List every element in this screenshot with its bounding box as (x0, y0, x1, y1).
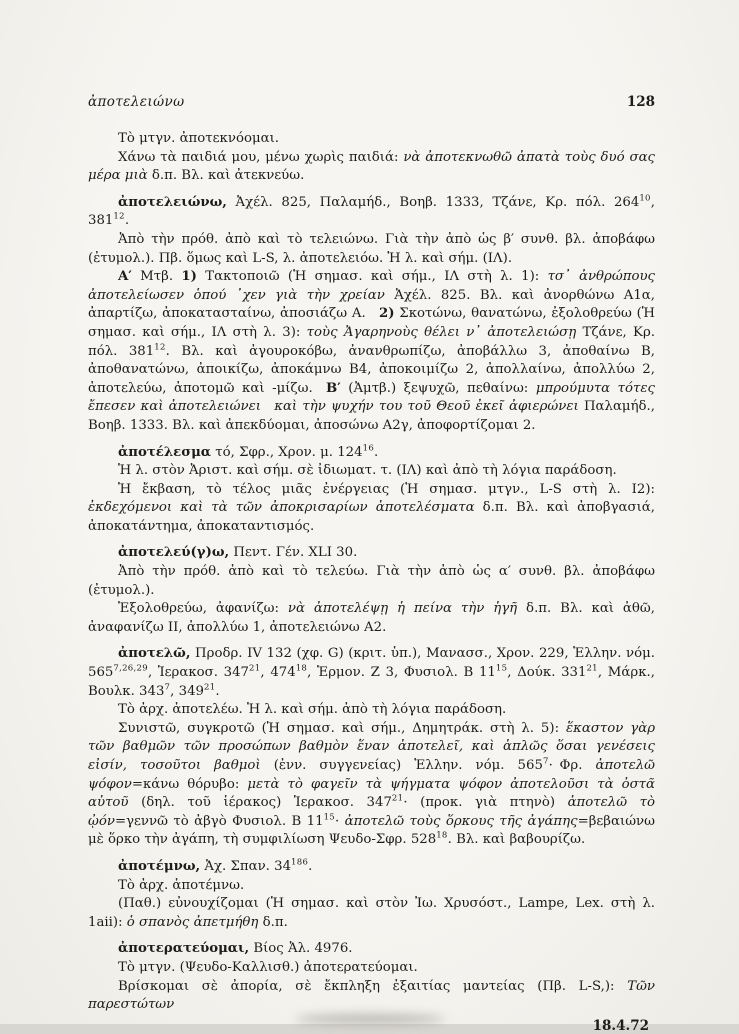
text-segment: , 349 (170, 683, 204, 699)
headword: ἀποτελειώνω, (118, 194, 227, 210)
reference-superscript: 186 (291, 857, 309, 868)
date-stamp: 18.4.72 (592, 1017, 649, 1034)
sense-paragraph (88, 895, 655, 932)
text-segment: . (308, 858, 313, 874)
headword: 1) (181, 269, 197, 285)
quotation-segment: ὁ σπανὸς ἀπετμήθη (126, 914, 259, 930)
text-segment: =βεβαιώνω μὲ ὅρκο τὴν ἀγάπη, τὴ συμφιλίωση Ψευδο-Σφρ. 528 (88, 813, 655, 848)
entry-apoteleiono (88, 194, 655, 231)
reference-superscript: 21 (586, 663, 598, 674)
text-segment: Τὸ ἀρχ. ἀποτέμνω. (118, 877, 245, 893)
sense-paragraph (88, 978, 655, 1015)
text-segment: δ.π. Βλ. καὶ ἀτεκνεύω. (147, 168, 305, 184)
text-segment: , 381 (88, 194, 655, 229)
sense-paragraph (88, 600, 655, 637)
headword: ἀποτερατεύομαι, (118, 941, 250, 957)
sense-paragraph (88, 720, 655, 850)
quotation-segment: Τῶν παρεστώτων (88, 978, 655, 1013)
text-segment: , Μάρκ., Βουλκ. 343 (88, 665, 655, 699)
quotation-segment: νὰ ἀποτεκνωθῶ ἀπατὰ τοὺς δυό σας μέρα μιὰ (88, 149, 655, 184)
text-segment: Ἡ ἔκβαση, τὸ τέλος μιᾶς ἐνέργειας (Ἡ σημασ. μτγν., L-S στὴ λ. Ι2): (118, 481, 655, 497)
headword: ἀποτέλεσμα (118, 444, 212, 460)
reference-superscript: 21 (204, 682, 216, 693)
quotation-segment: νὰ ἀποτελέψῃ ἡ πείνα τὴν ἡγῆ (287, 601, 518, 617)
reference-superscript: 7 (164, 682, 171, 693)
note-paragraph (88, 130, 655, 149)
reference-superscript: 10 (639, 193, 651, 204)
headword: ἀποτέμνω, (118, 858, 201, 874)
text-segment: δ.π. (258, 914, 288, 930)
senses-paragraph (88, 268, 655, 435)
text-segment: Τὸ ἀρχ. ἀποτελέω. Ἡ λ. καὶ σήμ. ἀπὸ τὴ λόγια παράδοση. (118, 702, 507, 718)
text-segment: , Δούκ. 331 (507, 665, 587, 681)
text-segment: Ἡ λ. στὸν Ἀριστ. καὶ σήμ. σὲ ἰδιωματ. τ. (ΙΛ) καὶ ἀπὸ τὴ λόγια παράδοση. (118, 463, 617, 479)
text-segment: τό, Σφρ., Χρον. μ. 124 (211, 444, 363, 460)
text-segment: , 474 (260, 665, 296, 681)
text-segment: , Ἑρμον. Ζ 3, Φυσιολ. Β 11 (307, 665, 496, 681)
text-segment: Ἀχ. Σπαν. 34 (200, 858, 292, 874)
reference-superscript: 7,26,29 (113, 663, 148, 674)
text-segment: Πεντ. Γέν. XLI 30. (229, 545, 358, 561)
text-segment: · (προκ. γιὰ πτηνὸ) (403, 795, 568, 811)
note-paragraph (88, 877, 655, 896)
entry-apotelesma (88, 444, 655, 463)
headword: 2) (378, 306, 395, 322)
text-segment: Ἐξολοθρεύω, ἀφανίζω: (118, 601, 288, 617)
text-segment: Χάνω τὰ παιδιά μου, μένω χωρὶς παιδιά: (118, 149, 404, 165)
page-body (88, 130, 655, 1015)
entry-apotemno (88, 858, 655, 877)
text-segment: =γεννῶ τὸ ἀβγὸ Φυσιολ. Β 11 (114, 813, 324, 829)
text-segment: δ.π. Βλ. καὶ ἀποβγασιά, ἀποκατάντημα, ἀποκαταντισμός. (88, 500, 655, 534)
text-segment: Ἀχέλ. 825, Παλαμήδ., Βοηβ. 1333, Τζάνε, Κρ. πόλ. 264 (226, 194, 640, 210)
reference-superscript: 18 (436, 830, 448, 841)
text-segment: . (374, 444, 379, 460)
entry-apoterateuomai (88, 940, 655, 959)
text-segment: Σκοτώνω, θανατώνω, ἐξολοθρεύω (Ἡ σημασ. καὶ σήμ., ΙΛ στὴ λ. 3): (88, 306, 655, 340)
quotation-segment: ἕκαστον γὰρ τῶν βαθμῶν τῶν προσώπων βαθμὸν ἕναν ἀποτελεῖ, καὶ ἁπλῶς ὅσαι γενέσεις εἰσίν, τοσοῦτοι βαθμοὶ (88, 720, 656, 773)
quotation-segment: τσ᾽ ἀνθρώπους ἀποτελείωσεν ὁπού ᾽χεν γιὰ τὴν χρείαν (88, 269, 655, 303)
text-segment: . Βλ. καὶ βαβουρίζω. (447, 832, 586, 848)
quotation-segment: ἀποτελῶ τοὺς ὅρκους τῆς ἀγάπης (344, 813, 578, 829)
text-segment: (ἐνν. συγγενείας) Ἑλλην. νόμ. 565 (260, 758, 543, 773)
text-segment: Παλαμήδ., Βοηβ. 1333. Βλ. καὶ ἀπεκδύομαι, ἀποσώνω Α2γ, ἀποφορτίζομαι 2. (88, 399, 655, 433)
text-segment: (Παθ.) εὐνουχίζομαι (Ἡ σημασ. καὶ στὸν Ἰω. Χρυσόστ., Lampe, Lex. στὴ λ. 1aii): (88, 896, 655, 930)
sense-paragraph (88, 149, 655, 186)
text-segment: Τὸ μτγν. ἀποτεκνόομαι. (118, 131, 280, 146)
reference-superscript: 21 (249, 663, 261, 674)
text-segment: Τακτοποιῶ (Ἡ σημασ. καὶ σήμ., ΙΛ στὴ λ. 1): (196, 269, 548, 285)
reference-superscript: 12 (154, 342, 166, 353)
text-segment: =κάνω θόρυβο: (131, 776, 248, 792)
note-paragraph (88, 701, 655, 720)
text-segment: (Ἀμτβ.) ξεψυχῶ, πεθαίνω: (340, 380, 536, 396)
headword: Β′ (326, 380, 341, 396)
text-segment: . (215, 683, 220, 699)
etymology-paragraph (88, 563, 655, 600)
reference-superscript: 21 (391, 793, 404, 804)
text-segment: Τζάνε, Κρ. πόλ. 381 (88, 324, 655, 359)
etymology-paragraph (88, 231, 655, 268)
text-block (88, 94, 655, 1034)
note-paragraph (88, 959, 655, 978)
text-segment: δ.π. Βλ. καὶ ἀθῶ, ἀναφανίζω ΙΙ, ἀπολλύω 1, ἀποτελειώνω Α2. (88, 601, 655, 635)
text-segment: . (124, 213, 130, 229)
headword: ἀποτελῶ, (118, 646, 191, 662)
running-head: ἀποτελειώνω (88, 94, 185, 110)
text-segment: Βίος Ἀλ. 4976. (249, 941, 353, 957)
entry-apotelevgo (88, 544, 655, 563)
quotation-segment: μετὰ τὸ φαγεῖν τὰ ψήγματα ψόφον ἀποτελοῦσι τὰ ὀστᾶ αὐτοῦ (88, 776, 655, 811)
reference-superscript: 15 (495, 663, 508, 674)
text-segment: Τὸ μτγν. (Ψευδο-Καλλισθ.) ἀποτερατεύομαι. (118, 959, 418, 975)
headword: Α′ (118, 269, 132, 285)
reference-superscript: 15 (323, 812, 336, 823)
quotation-segment: μπρούμυτα τότες ἔπεσεν καὶ ἀποτελειώνει καὶ τὴν ψυχήν του τοῦ Θεοῦ ἐκεῖ ἀφιερώνει (88, 380, 655, 415)
text-segment: Συνιστῶ, συγκροτῶ (Ἡ σημασ. καὶ σήμ., Δημητράκ. στὴ λ. 5): (118, 720, 566, 736)
text-segment: . Βλ. καὶ ἀγουροκόβω, ἀνανθρωπίζω, ἀποβάλλω 3, ἀποθαίνω Β, ἀποθανατώνω, ἀποικίζω, ἀποκάμνω Β4, ἀποκοιμίζω 2, ἀπολλαίνω, ἀπολλύω 2, ἀποτελεύω, ἀποτομῶ καὶ -μίζω. (88, 343, 655, 396)
sense-paragraph (88, 481, 655, 537)
text-segment: Ἀχέλ. 825. Βλ. καὶ ἀνορθώνω Α1α, ἀπαρτίζω, ἀποκατασταίνω, ἀποσιάζω Α. (88, 287, 655, 322)
scan-artifact (295, 1014, 445, 1024)
quotation-segment: ἀποτελῶ ψόφον (88, 758, 656, 792)
reference-superscript: 16 (362, 443, 375, 454)
quotation-segment: ἀποτελῶ τὸ ᾠόν (88, 795, 655, 829)
note-paragraph (88, 462, 655, 481)
text-segment: Ἀπὸ τὴν πρόθ. ἀπὸ καὶ τὸ τελεύω. Γιὰ τὴν ἀπὸ ὡς α′ συνθ. βλ. ἀποβάφω (ἐτυμολ.). (88, 564, 655, 598)
text-segment: (δηλ. τοῦ ἱέρακος) Ἱερακοσ. 347 (128, 795, 392, 811)
text-segment: Ἀπὸ τὴν πρόθ. ἀπὸ καὶ τὸ τελειώνω. Γιὰ τὴν ἀπὸ ὡς β′ συνθ. βλ. ἀποβάφω (ἐτυμολ.). Πβ. ὅμως καὶ L-S, λ. ἀποτελειόω. Ἡ λ. καὶ σήμ. (ΙΛ). (88, 231, 655, 266)
text-segment: , Ἱερακοσ. 347 (147, 665, 249, 681)
text-segment: Προδρ. IV 132 (χφ. G) (κριτ. ὑπ.), Μανασσ., Χρον. 229, Ἑλλην. νόμ. 565 (88, 646, 655, 681)
entry-apotelo (88, 645, 655, 701)
quotation-segment: τοὺς Ἀγαρηνοὺς θέλει ν᾽ ἀποτελειώσῃ (306, 324, 577, 340)
text-segment: Βρίσκομαι σὲ ἀπορία, σὲ ἔκπληξη ἐξαιτίας μαντείας (Πβ. L-S,): (118, 978, 628, 994)
text-segment: · (335, 813, 345, 829)
reference-superscript: 12 (113, 211, 125, 222)
text-segment: · Φρ. (548, 758, 596, 773)
quotation-segment: ἐκδεχόμενοι καὶ τὰ τῶν ἀποκρισαρίων ἀποτελέσματα (88, 500, 475, 516)
reference-superscript: 7 (542, 756, 549, 767)
page-header (88, 94, 655, 110)
page-number: 128 (626, 94, 655, 110)
text-segment: Μτβ. (131, 269, 182, 285)
headword: ἀποτελεύ(γ)ω, (118, 545, 230, 561)
reference-superscript: 18 (295, 663, 308, 674)
